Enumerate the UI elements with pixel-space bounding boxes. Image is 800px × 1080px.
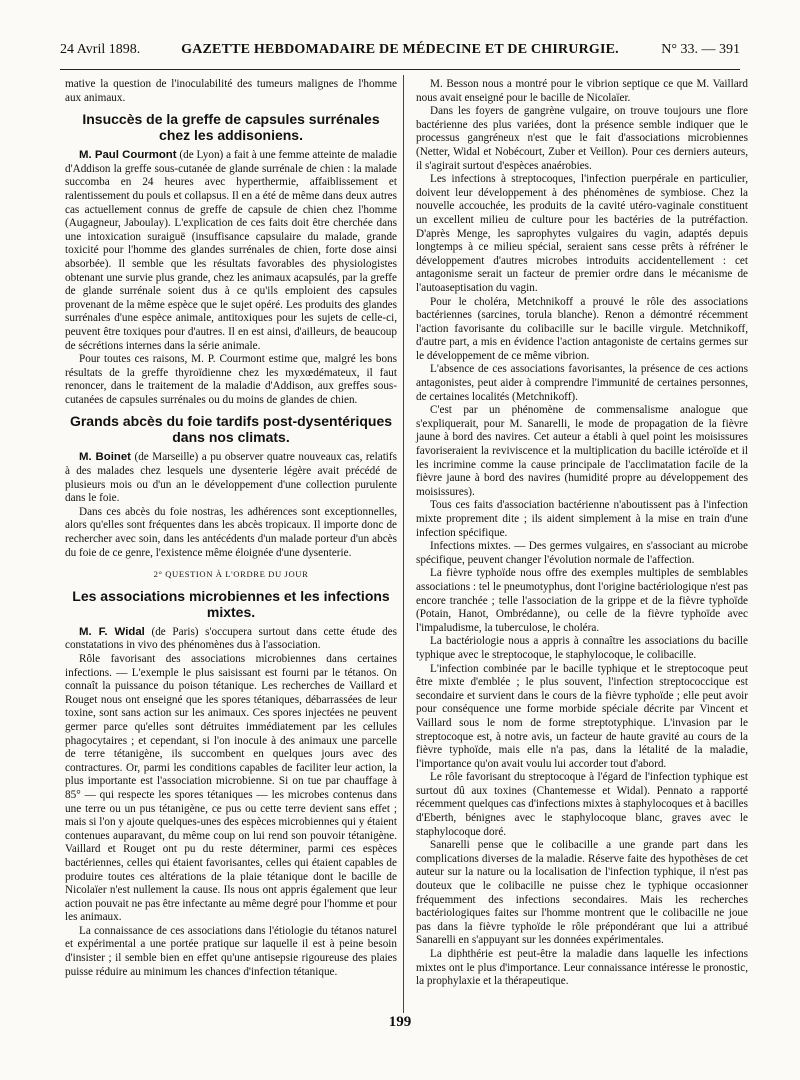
left-column	[65, 78, 397, 979]
paragraph	[65, 626, 397, 653]
section-title: Insuccès de la greffe de capsules surrénales chez les addisoniens.	[82, 111, 380, 144]
paragraph: Infections mixtes. — Des germes vulgaires, en s'associant au microbe spécifique, peuvent changer l'évolution normale de l'affection.	[416, 540, 748, 566]
right-column	[416, 78, 748, 989]
running-header	[60, 40, 740, 68]
author-name: M. Boinet	[79, 451, 131, 464]
paragraph	[65, 451, 397, 505]
paragraph: Dans ces abcès du foie nostras, les adhérences sont exceptionnelles, alors qu'elles sont fréquentes dans les abcès tropicaux. Il importe donc de rechercher avec soin, dans les antécédents d'un malade porteur d'un abcès du foie de ce genre, l'existence même éloignée d'une dysenterie.	[65, 505, 397, 559]
agenda-kicker: 2° QUESTION À L'ORDRE DU JOUR	[153, 569, 309, 580]
paragraph: Pour le choléra, Metchnikoff a prouvé le rôle des associations bactériennes (sarcines, torula blanche). Renon a démontré récemment l'action favorisante du colibacille sur le bacille virgule. Metchnikoff, d'autre part, a mis en évidence l'action antagoniste de certains germes sur le développement de ce même vibrion.	[416, 295, 748, 362]
column-divider	[403, 75, 404, 1013]
paragraph: Sanarelli pense que le colibacille a une grande part dans les complications diverses de la maladie. Réserve faite des hypothèses de cet auteur sur la nature ou la localisation de l'infection typhique, il n'est pas douteux que le colibacille ne puisse chez le typhique occasionner fréquemment des infections secondaires. Mais les recherches bactériologiques faites sur l'homme montrent que le colibacille ne joue pas dans la fièvre typhoïde le rôle prépondérant que lui a attribué Sanarelli en s'appuyant sur les données expérimentales.	[416, 839, 748, 947]
issue-page-number: N° 33. — 391	[661, 42, 740, 57]
paragraph: La diphthérie est peut-être la maladie dans laquelle les infections mixtes ont le plus d'importance. Leur connaissance intéresse le pronostic, la prophylaxie et la thérapeutique.	[416, 948, 748, 988]
paragraph: mative la question de l'inoculabilité des tumeurs malignes de l'homme aux animaux.	[65, 78, 397, 104]
paragraph: Les infections à streptocoques, l'infection puerpérale en particulier, doivent leur développement à des phénomènes de symbiose. Chez la nouvelle accouchée, les produits de la cavité utéro-vaginale constituent un excellent milieu de culture pour les bactéries de la putréfaction. D'après Menge, les saprophytes vulgaires du vagin, adaptés depuis longtemps à ce milieu spécial, seraient sans cesse prêts à réfréner le développement d'autres microbes introduits accidentellement : cet antagonisme serait un facteur de premier ordre dans le mécanisme de l'autoaseptisation du vagin.	[416, 173, 748, 294]
header-rule	[60, 69, 740, 70]
journal-title: GAZETTE HEBDOMADAIRE DE MÉDECINE ET DE CHIRURGIE.	[181, 42, 619, 57]
paragraph-text: (de Lyon) a fait à une femme atteinte de maladie d'Addison la greffe sous-cutanée de glande surrénale de chien : la malade succomba en 24 heures avec hyperthermie, affaiblissement et ralentissement du pouls et collapsus. Il en a été de même dans deux autres cas actuellement connus de greffe de capsule de chien chez l'homme (Augagneur, Jaboulay). L'explication de ces faits doit être cherchée dans une intoxication suraiguë (insuffisance capsulaire du malade, grande toxicité pour l'homme des glandes surrénales de chien, forte dose ainsi absorbée). Il semble que les résultats favorables des physiologistes obtenant une survie plus grande, chez les animaux acapsulés, par la greffe de glande surrénale soient dus à ce qu'ils emploient des capsules provenant de la même espèce que le sujet opéré. Les produits des glandes surrénales d'une espèce animale, antitoxiques pour les sujets de celle-ci, peuvent être toxiques pour d'autres. Il en est ainsi, d'ailleurs, de beaucoup de sécrétions internes dans la série animale.	[65, 149, 398, 352]
paragraph: La fièvre typhoïde nous offre des exemples multiples de semblables associations : tel le pneumotyphus, dont l'origine bactériologique n'est pas encore tranchée ; telle l'association de la grippe et de la fièvre typhoïde (Potain, Hanot, Ombrédanne), ou celle de la fièvre typhoïde avec l'impaludisme, la tuberculose, le choléra.	[416, 567, 748, 634]
paragraph: L'infection combinée par le bacille typhique et le streptocoque peut être mixte d'emblée ; le plus souvent, l'infection streptococcique est secondaire et survient dans le cours de la fièvre typhoïde ; elle peut avoir pour conséquence une forme morbide spéciale décrite par Vincent et Vaillard sous le nom de forme streptotyphique. L'invasion par le streptocoque est, à notre avis, un facteur de haute gravité au cours de la fièvre typhoïde, mais elle n'a pas, dans la létalité de la maladie, l'importance qu'on avait voulu lui accorder tout d'abord.	[416, 662, 748, 770]
paragraph: Tous ces faits d'association bactérienne n'aboutissent pas à l'infection mixte proprement dite ; ils aident simplement à la mise en train d'une infection spécifique.	[416, 499, 748, 539]
paragraph	[65, 149, 397, 353]
section-title: Grands abcès du foie tardifs post-dysentériques dans nos climats.	[69, 413, 393, 446]
author-name: M. F. Widal	[79, 625, 145, 638]
folio-number: 199	[388, 1014, 412, 1030]
paragraph-text: (de Paris) s'occupera surtout dans cette étude des constatations in vivo des phénomènes dus à l'association.	[65, 625, 397, 652]
paragraph: Dans les foyers de gangrène vulgaire, on trouve toujours une flore bactérienne des plus variées, dont la présence semble indiquer que le processus gangréneux n'est que le fait d'associations microbiennes (Netter, Widal et Nobécourt, Zuber et Veillon). Pour ces derniers auteurs, il s'agirait surtout d'espèces anaérobies.	[416, 105, 748, 172]
paragraph: M. Besson nous a montré pour le vibrion septique ce que M. Vaillard nous avait enseigné pour le bacille de Nicolaïer.	[416, 78, 748, 104]
paragraph: La bactériologie nous a appris à connaître les associations du bacille typhique avec le streptocoque, le staphylocoque, le colibacille.	[416, 635, 748, 661]
paragraph: Rôle favorisant des associations microbiennes dans certaines infections. — L'exemple le plus saisissant est fourni par le tétanos. On connaît la puissance du poison tétanique. Les recherches de Vaillard et Rouget nous ont enseigné que les spores tétaniques, débarrassées de leur toxine, sont sans action sur les animaux. Ces spores injectées ne peuvent germer parce qu'elles sont détruites immédiatement par les cellules phagocytaires ; et cependant, si l'on inocule à des animaux une parcelle de terre tétanigène, ils succombent en quelques jours avec des contractures. Or, parmi les conditions capables de faciliter leur action, la plus importante est l'association microbienne. Si on tue par chauffage à 85° — qui respecte les spores tétaniques — les microbes contenus dans une terre ou un pus tétanigène, ce pus ou cette terre devient sans effet ; mais si l'on y ajoute quelques-unes des espèces microbiennes qui y étaient contenues auparavant, du même coup on lui rend son pouvoir tétanigène. Vaillard et Rouget ont pu du reste déterminer, parmi ces espèces bactériennes, celles qui étaient favorisantes, celles qui étaient capables de produire toutes ces altérations de la plaie tétanique dont le bacille de Nicolaïer n'est nullement la cause. Ils nous ont appris également que leur action pouvait ne pas être infectante au même degré pour l'homme et pour les animaux.	[65, 653, 397, 924]
paragraph: L'absence de ces associations favorisantes, la présence de ces actions antagonistes, peut aider à comprendre l'immunité de certaines personnes, de certaines localités (Metchnikoff).	[416, 363, 748, 403]
section-title: Les associations microbiennes et les infections mixtes.	[72, 587, 390, 620]
paragraph: La connaissance de ces associations dans l'étiologie du tétanos naturel et expérimental a une portée pratique sur laquelle il est à peine besoin d'insister ; il semble bien en effet qu'une antisepsie rigoureuse des plaies puisse réduire au minimum les chances d'infection tétanique.	[65, 924, 397, 978]
paragraph: Le rôle favorisant du streptocoque à l'égard de l'infection typhique est surtout dû aux toxines (Chantemesse et Widal). Pennato a rapporté récemment quelques cas d'infections mixtes à staphylocoques et à bacilles d'Eberth, bénignes avec le staphylocoque blanc, graves avec le staphylocoque doré.	[416, 771, 748, 838]
paragraph-text: (de Marseille) a pu observer quatre nouveaux cas, relatifs à des malades chez lesquels une dysenterie légère avait précédé de plusieurs mois ou d'un an le développement d'une collection purulente dans le foie.	[65, 451, 397, 505]
header-date: 24 Avril 1898.	[60, 42, 141, 57]
paragraph: Pour toutes ces raisons, M. P. Courmont estime que, malgré les bons résultats de la greffe thyroïdienne chez les myxœdémateux, il faut renoncer, dans le traitement de la maladie d'Addison, aux greffes sous-cutanées de capsules surrénales ou du moins de glandes de chien.	[65, 353, 397, 406]
paragraph: C'est par un phénomène de commensalisme analogue que s'expliquerait, pour M. Sanarelli, le mode de propagation de la fièvre jaune à bord des navires. Cet auteur a établi à quel point les moisissures favoriseraient la reviviscence et la multiplication du bacille ictéroïde et il les incrimine comme la cause principale de l'acclimatation facile de la fièvre jaune à bord des navires (humidité propre au développement des moisissures).	[416, 404, 748, 498]
author-name: M. Paul Courmont	[79, 149, 177, 162]
